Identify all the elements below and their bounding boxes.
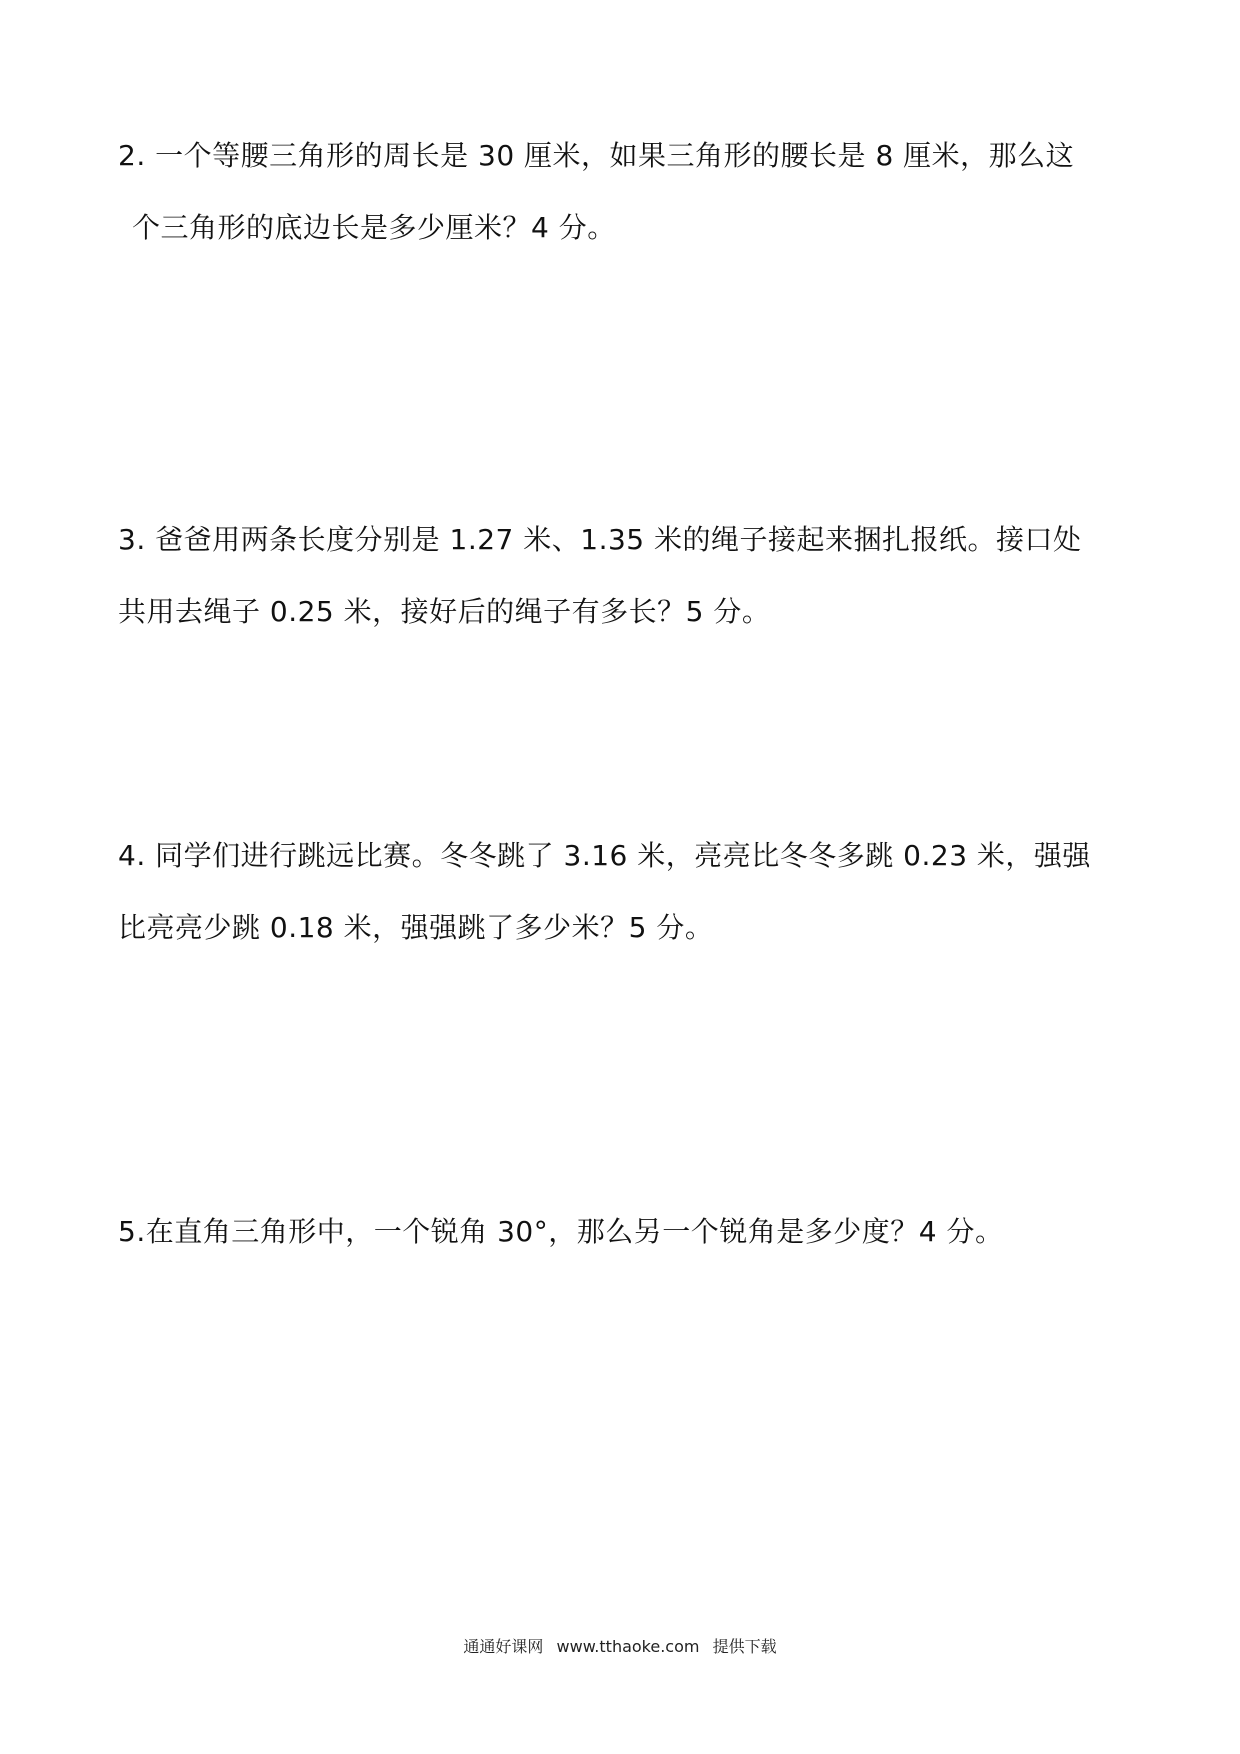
question-3 xyxy=(118,504,1108,648)
footer-site-name: 通通好课网 xyxy=(463,1637,544,1656)
footer-suffix: 提供下载 xyxy=(712,1637,777,1656)
question-2-line-2: 个三角形的底边长是多少厘米？4 分。 xyxy=(132,211,616,244)
question-2 xyxy=(118,120,1108,264)
question-3-line-2: 共用去绳子 0.25 米，接好后的绳子有多长？5 分。 xyxy=(118,595,771,628)
question-5 xyxy=(118,1196,1108,1268)
question-4-line-2: 比亮亮少跳 0.18 米，强强跳了多少米？5 分。 xyxy=(118,911,714,944)
question-3-line-1: 3. 爸爸用两条长度分别是 1.27 米、1.35 米的绳子接起来捆扎报纸。接口处 xyxy=(118,523,1082,556)
question-4 xyxy=(118,820,1108,964)
question-4-line-1: 4. 同学们进行跳远比赛。冬冬跳了 3.16 米，亮亮比冬冬多跳 0.23 米，强强 xyxy=(118,839,1091,872)
question-5-line-1: 5.在直角三角形中，一个锐角 30°，那么另一个锐角是多少度？4 分。 xyxy=(118,1215,1004,1248)
question-2-line-1: 2. 一个等腰三角形的周长是 30 厘米，如果三角形的腰长是 8 厘米，那么这 xyxy=(118,139,1075,172)
page-footer xyxy=(0,1634,1240,1657)
footer-url-link[interactable]: www.tthaoke.com xyxy=(556,1637,700,1656)
